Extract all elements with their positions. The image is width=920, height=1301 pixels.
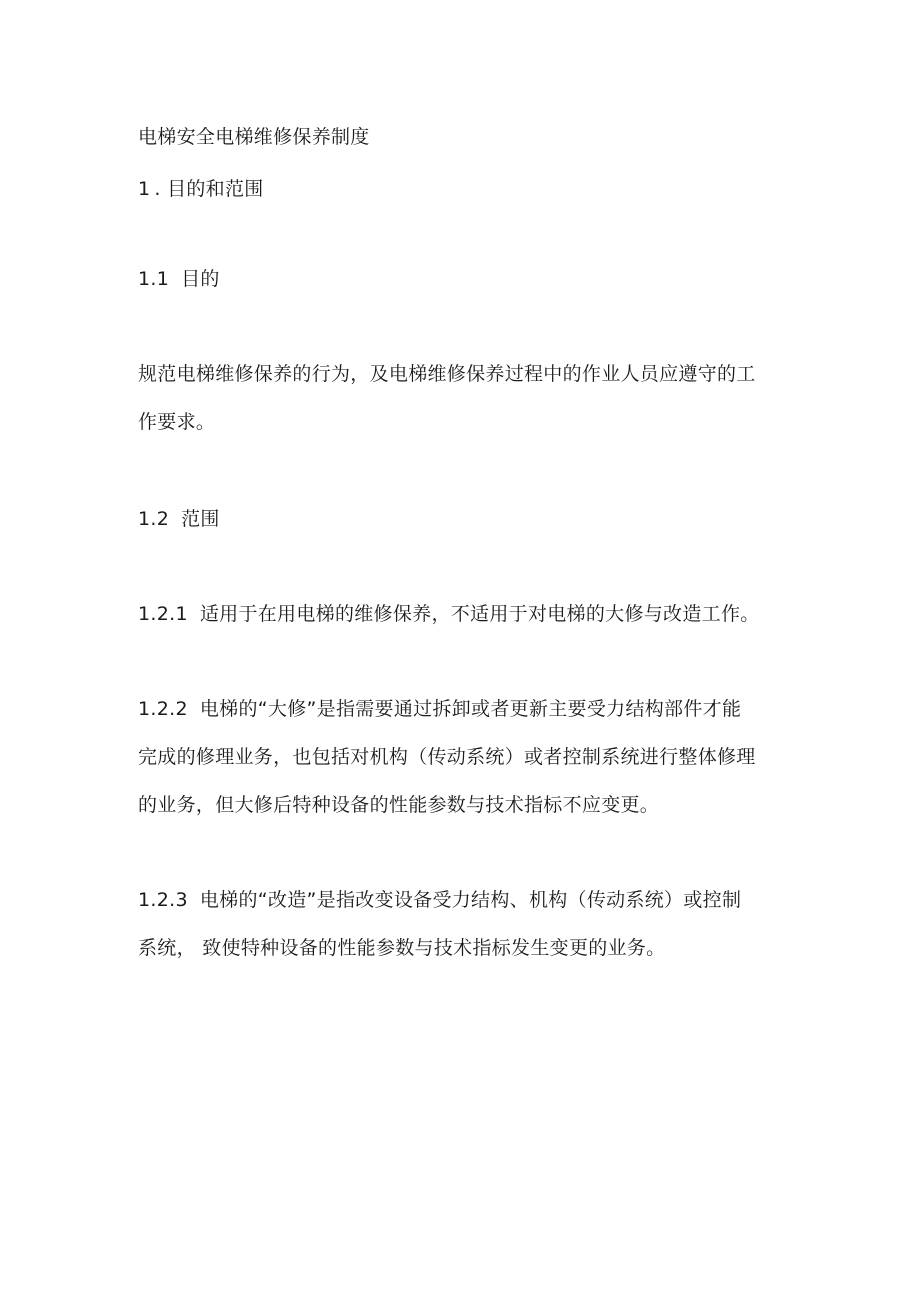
section-1-1-paragraph-line-1 <box>138 362 798 386</box>
section-1-2-3-line-1 <box>138 888 798 912</box>
paragraph-text: 系统， 致使特种设备的性能参数与技术指标发生变更的业务。 <box>138 937 666 959</box>
paragraph-text: 规范电梯维修保养的行为，及电梯维修保养过程中的作业人员应遵守的工 <box>138 363 756 385</box>
section-1-1-title: 目的 <box>181 268 220 290</box>
section-1-2-2-number: 1.2.2 <box>138 698 188 720</box>
document-title-text: 电梯安全电梯维修保养制度 <box>138 126 370 148</box>
section-1-1-number: 1.1 <box>138 268 170 290</box>
paragraph-text: 的业务，但大修后特种设备的性能参数与技术指标不应变更。 <box>138 794 660 816</box>
section-1-2-2-line-1 <box>138 697 798 721</box>
section-1-2-2-line-3 <box>138 793 798 817</box>
section-1-title: . 目的和范围 <box>154 178 264 200</box>
section-1-2-1-line-1 <box>138 602 798 626</box>
section-1-2-3-line-2 <box>138 936 798 960</box>
section-1-number: 1 <box>138 178 151 200</box>
paragraph-text: 作要求。 <box>138 411 216 433</box>
paragraph-text: 适用于在用电梯的维修保养，不适用于对电梯的大修与改造工作。 <box>199 603 760 625</box>
section-1-2-title: 范围 <box>181 508 220 530</box>
section-1-2-number: 1.2 <box>138 508 170 530</box>
section-1-2-1-number: 1.2.1 <box>138 603 188 625</box>
section-1-heading <box>138 177 798 201</box>
section-1-2-3-number: 1.2.3 <box>138 889 188 911</box>
paragraph-text: 电梯的“大修”是指需要通过拆卸或者更新主要受力结构部件才能 <box>199 698 742 720</box>
section-1-1-paragraph-line-2 <box>138 410 798 434</box>
document-title <box>138 125 798 149</box>
section-1-1-heading <box>138 267 798 291</box>
section-1-2-heading <box>138 507 798 531</box>
section-1-2-2-line-2 <box>138 745 798 769</box>
paragraph-text: 电梯的“改造”是指改变设备受力结构、机构（传动系统）或控制 <box>199 889 742 911</box>
paragraph-text: 完成的修理业务，也包括对机构（传动系统）或者控制系统进行整体修理 <box>138 746 756 768</box>
